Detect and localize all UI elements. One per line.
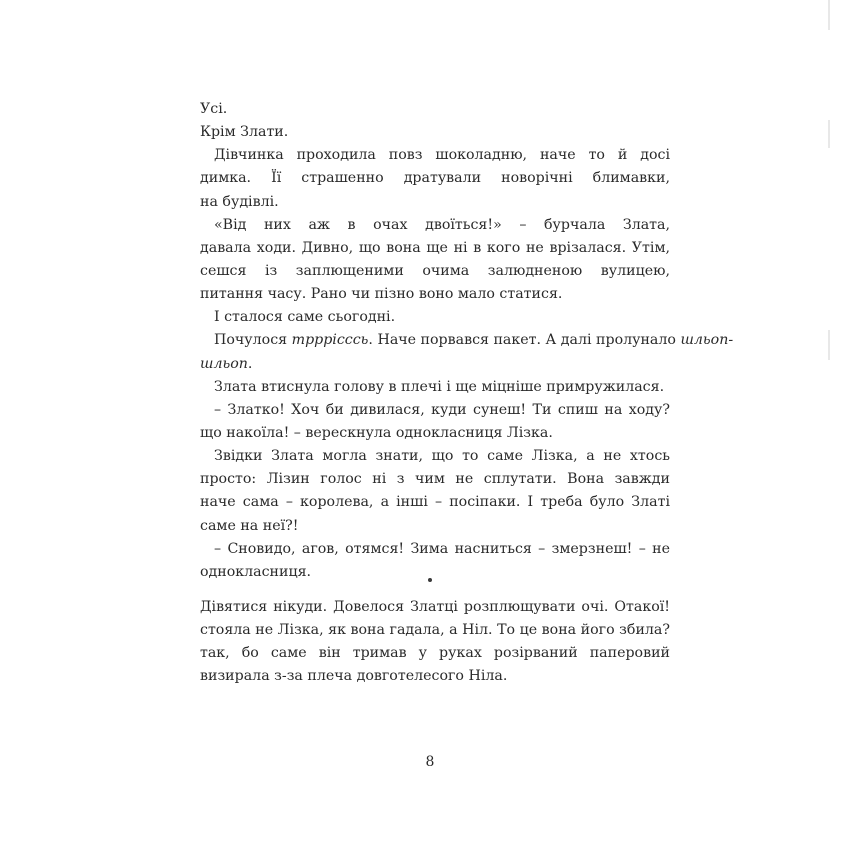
onomatopoeia-text: трррісссь — [291, 332, 369, 349]
text-span: . Наче порвався пакет. А далі пролунало — [368, 332, 681, 349]
body-text — [200, 98, 734, 584]
text-line: наче сама – королева, а інші – посіпаки. І треба було Златі — [200, 494, 670, 511]
onomatopoeia-text: шльоп- — [680, 332, 734, 349]
text-line: сешся із заплющеними очима залюдненою вулицею, — [200, 262, 670, 279]
section-break-dot — [428, 578, 432, 582]
onomatopoeia-text: шльоп — [200, 355, 248, 372]
text-line: Дівятися нікуди. Довелося Златці розплющувати очі. Отакої! — [200, 599, 670, 615]
text-line: – Златко! Хоч би дивилася, куди сунеш! Ти спиш на ходу? — [214, 401, 670, 418]
text-line: саме на неї?! — [200, 517, 299, 534]
text-line: давала ходи. Дивно, що вона ще ні в кого не врізалася. Утім, — [200, 239, 670, 256]
text-line: Звідки Злата могла знати, що то саме Лізка, а не хтось — [214, 448, 670, 465]
text-line: на будівлі. — [200, 193, 279, 210]
paragraph-group-top — [200, 98, 670, 329]
text-line: питання часу. Рано чи пізно воно мало статися. — [200, 286, 563, 303]
page-edge-mark — [828, 0, 830, 30]
text-line: – Сновидо, агов, отямся! Зима насниться – змерзнеш! – не — [214, 540, 670, 557]
text-line: так, бо саме він тримав у руках розірваний паперовий — [200, 645, 670, 662]
text-span: . — [247, 355, 253, 372]
paragraph-group-mid — [200, 376, 670, 584]
text-line-sound — [200, 353, 670, 376]
text-span: Почулося — [214, 332, 292, 349]
page-edge-mark — [828, 330, 830, 360]
text-line: Крім Злати. — [200, 124, 289, 141]
text-line-sound — [200, 329, 734, 352]
paragraph-group-bottom — [200, 596, 670, 689]
text-line: однокласниця. — [200, 563, 312, 580]
text-line: просто: Лізин голос ні з чим не сплутати. Вона завжди — [200, 471, 670, 488]
text-line: І сталося саме сьогодні. — [214, 309, 396, 326]
page-edge-mark — [828, 120, 830, 148]
body-text-after-break — [200, 596, 670, 689]
page-number: 8 — [425, 754, 435, 770]
text-line: Злата втиснула голову в плечі і ще міцніше примружилася. — [214, 378, 665, 395]
text-line: Дівчинка проходила повз шоколадню, наче то й досі — [214, 147, 670, 164]
text-line: Усі. — [200, 101, 228, 117]
text-line: визирала з-за плеча довготелесого Ніла. — [200, 668, 508, 685]
text-line: що накоїла! – верескнула однокласниця Лізка. — [200, 424, 553, 441]
text-line: димка. Її страшенно дратували новорічні блимавки, — [200, 170, 670, 187]
text-line: «Від них аж в очах двоїться!» – бурчала Злата, — [214, 216, 670, 233]
text-line: стояла не Лізка, як вона гадала, а Ніл. То це вона його збила? — [200, 622, 670, 639]
